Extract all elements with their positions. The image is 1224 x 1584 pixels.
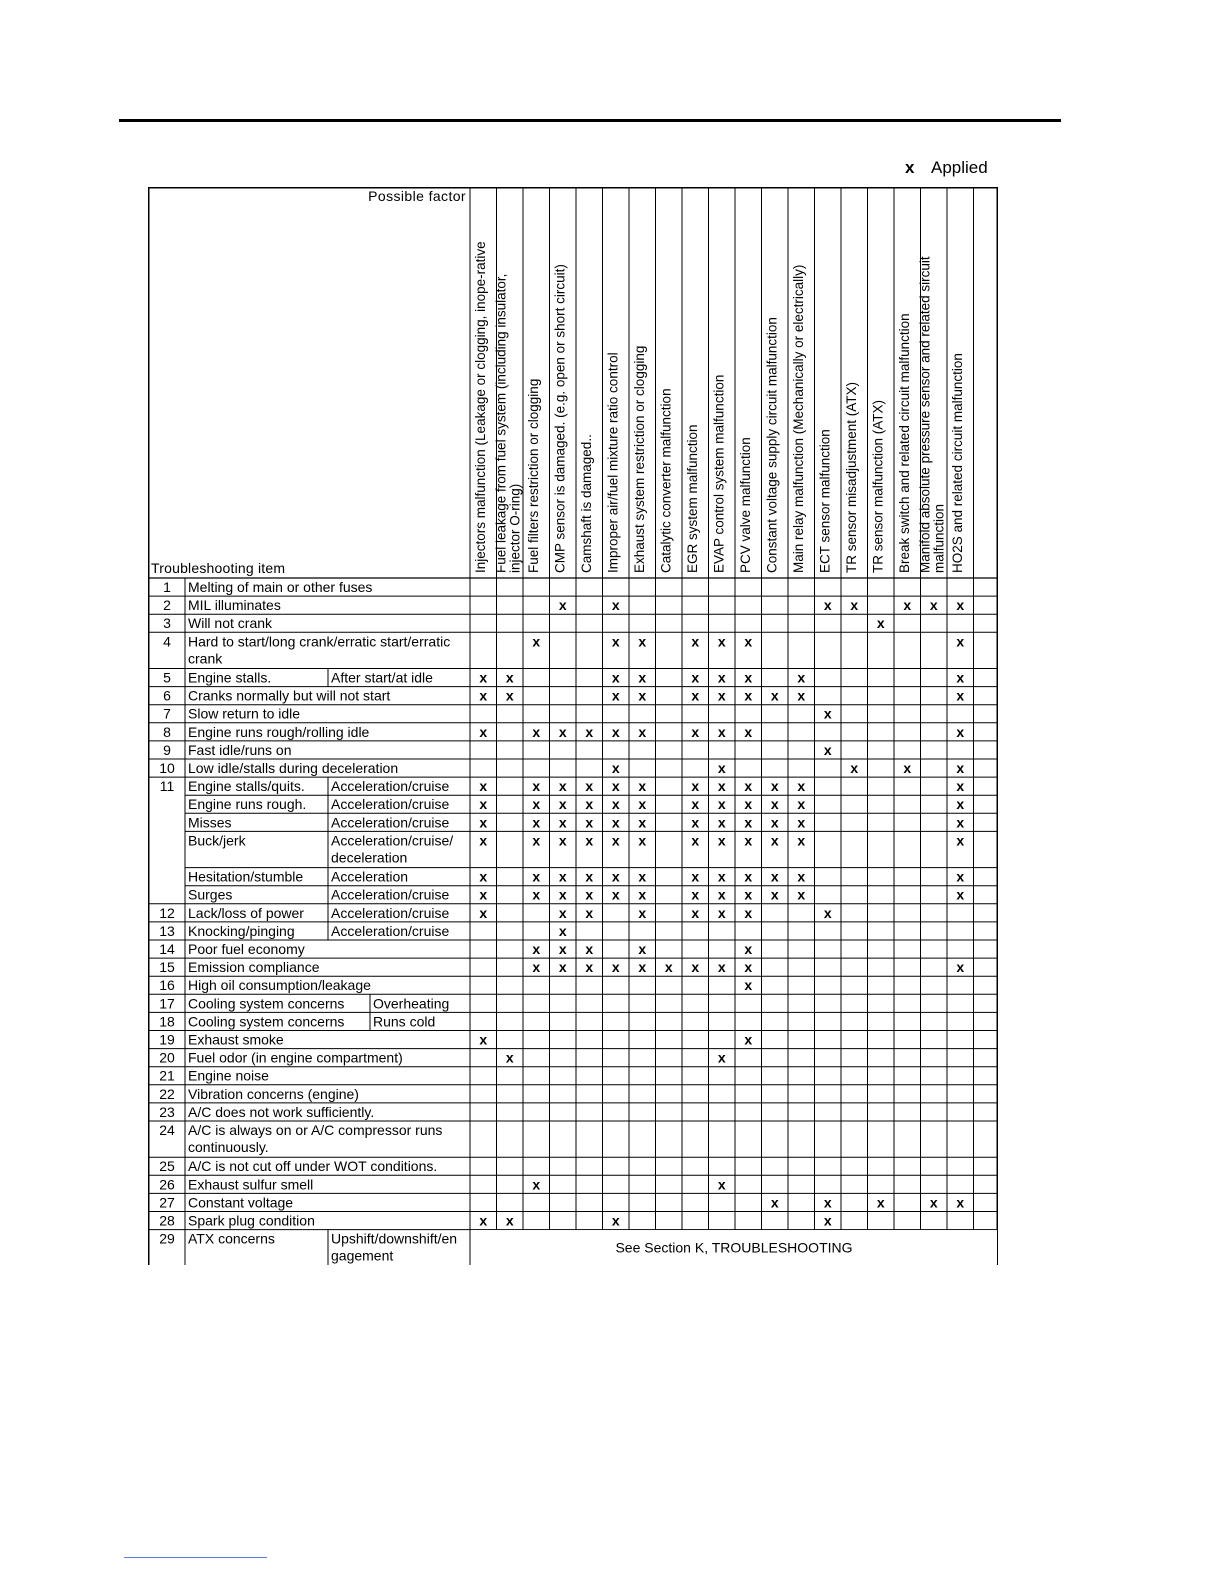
applied-mark: x	[744, 723, 753, 740]
applied-mark: x	[664, 959, 673, 976]
factor-header-label: Manifold absolute pressure sensor and related sircuit	[917, 256, 933, 573]
applied-mark: x	[717, 760, 726, 776]
legend-symbol: x	[905, 158, 915, 177]
applied-mark: x	[770, 778, 779, 795]
applied-mark: x	[638, 633, 647, 650]
applied-mark: x	[744, 687, 753, 704]
footer-link-underline	[124, 1557, 267, 1558]
applied-mark: x	[717, 796, 726, 813]
row-item-label: Low idle/stalls during deceleration	[188, 760, 399, 776]
row-condition-label: Runs cold	[373, 1013, 436, 1030]
applied-mark: x	[611, 886, 620, 903]
row-number: 18	[159, 1013, 175, 1030]
row-number: 12	[159, 904, 175, 921]
applied-mark: x	[558, 832, 567, 849]
applied-mark: x	[638, 941, 647, 957]
applied-mark: x	[956, 687, 965, 704]
row-condition-label: Acceleration/cruise	[331, 886, 450, 903]
row-number: 13	[159, 922, 175, 939]
applied-mark: x	[558, 922, 567, 939]
applied-mark: x	[611, 760, 620, 776]
applied-mark: x	[585, 941, 594, 957]
applied-mark: x	[691, 832, 700, 849]
row-item-label: Hesitation/stumble	[188, 868, 304, 885]
row-number: 23	[159, 1103, 175, 1120]
row-number: 25	[159, 1158, 175, 1175]
applied-mark: x	[717, 723, 726, 740]
row-item-label: Engine runs rough.	[188, 796, 307, 813]
applied-mark: x	[479, 1212, 488, 1229]
applied-mark: x	[691, 868, 700, 885]
row-item-label: Fast idle/runs on	[188, 741, 292, 758]
applied-mark: x	[956, 760, 965, 776]
applied-mark: x	[823, 1194, 832, 1211]
applied-mark: x	[956, 796, 965, 813]
row-condition-label: Acceleration/cruise	[331, 778, 450, 795]
applied-mark: x	[611, 814, 620, 831]
row-number: 15	[159, 959, 175, 976]
row-number: 7	[163, 705, 171, 722]
row-number: 8	[163, 723, 171, 740]
row-number: 5	[163, 669, 171, 686]
applied-mark: x	[611, 778, 620, 795]
applied-mark: x	[558, 778, 567, 795]
applied-mark: x	[797, 687, 806, 704]
applied-mark: x	[717, 886, 726, 903]
section-reference-note: See Section K, TROUBLESHOOTING	[615, 1239, 853, 1256]
row-item-label: Engine runs rough/rolling idle	[188, 723, 370, 740]
applied-mark: x	[532, 796, 541, 813]
row-condition-label: After start/at idle	[331, 669, 433, 686]
factor-header-label: ECT sensor malfunction	[817, 429, 833, 573]
applied-mark: x	[638, 886, 647, 903]
applied-mark: x	[929, 1194, 938, 1211]
legend	[905, 158, 988, 178]
row-number: 14	[159, 941, 175, 957]
applied-mark: x	[717, 832, 726, 849]
applied-mark: x	[691, 633, 700, 650]
applied-mark: x	[956, 778, 965, 795]
applied-mark: x	[717, 1176, 726, 1193]
applied-mark: x	[744, 977, 753, 994]
applied-mark: x	[903, 760, 912, 776]
applied-mark: x	[532, 868, 541, 885]
applied-mark: x	[638, 687, 647, 704]
applied-mark: x	[558, 868, 567, 885]
row-item-label: High oil consumption/leakage	[188, 977, 371, 994]
row-number: 6	[163, 687, 171, 704]
row-item-label: ATX concerns	[188, 1230, 275, 1247]
applied-mark: x	[532, 832, 541, 849]
applied-mark: x	[585, 832, 594, 849]
applied-mark: x	[505, 1049, 514, 1066]
applied-mark: x	[770, 1194, 779, 1211]
applied-mark: x	[744, 633, 753, 650]
applied-mark: x	[479, 832, 488, 849]
applied-mark: x	[611, 723, 620, 740]
applied-mark: x	[585, 904, 594, 921]
applied-mark: x	[744, 796, 753, 813]
row-item-label: continuously.	[188, 1139, 269, 1155]
applied-mark: x	[717, 687, 726, 704]
applied-mark: x	[585, 886, 594, 903]
applied-mark: x	[611, 959, 620, 976]
applied-mark: x	[823, 1212, 832, 1229]
row-item-label: Slow return to idle	[188, 705, 301, 722]
factor-header-label: Fuel filters restriction or clogging	[526, 378, 541, 573]
applied-mark: x	[638, 723, 647, 740]
factor-header-label: Constant voltage supply circuit malfunction	[764, 317, 780, 573]
row-number: 20	[159, 1049, 175, 1066]
header-rule	[119, 119, 1061, 122]
applied-mark: x	[691, 814, 700, 831]
applied-mark: x	[744, 959, 753, 976]
applied-mark: x	[479, 723, 488, 740]
row-item-label: Fuel odor (in engine compartment)	[188, 1049, 403, 1066]
applied-mark: x	[956, 886, 965, 903]
row-item-label: Vibration concerns (engine)	[188, 1085, 359, 1102]
applied-mark: x	[479, 904, 488, 921]
applied-mark: x	[770, 886, 779, 903]
applied-mark: x	[585, 723, 594, 740]
applied-mark: x	[479, 814, 488, 831]
applied-mark: x	[611, 669, 620, 686]
applied-mark: x	[611, 633, 620, 650]
applied-mark: x	[638, 796, 647, 813]
applied-mark: x	[717, 959, 726, 976]
applied-mark: x	[956, 1194, 965, 1211]
applied-mark: x	[744, 868, 753, 885]
factor-header-label: Break switch and related circuit malfunction	[897, 313, 912, 573]
row-item-label: Misses	[188, 814, 232, 831]
applied-mark: x	[717, 868, 726, 885]
row-item-label: Cooling system concerns	[188, 1013, 345, 1030]
applied-mark: x	[691, 904, 700, 921]
applied-mark: x	[797, 796, 806, 813]
row-item-label: A/C is always on or A/C compressor runs	[188, 1122, 443, 1138]
applied-mark: x	[770, 868, 779, 885]
applied-mark: x	[956, 723, 965, 740]
applied-mark: x	[717, 633, 726, 650]
applied-mark: x	[479, 886, 488, 903]
factor-header-label: Fuel leakage from fuel system (including insulator,	[493, 273, 509, 573]
factor-header-label: HO2S and related circuit malfunction	[950, 353, 965, 573]
row-number: 2	[163, 597, 171, 614]
row-number: 16	[159, 977, 175, 994]
applied-mark: x	[479, 778, 488, 795]
applied-mark: x	[611, 868, 620, 885]
applied-mark: x	[585, 796, 594, 813]
applied-mark: x	[797, 669, 806, 686]
applied-mark: x	[956, 633, 965, 650]
applied-mark: x	[823, 904, 832, 921]
applied-mark: x	[479, 669, 488, 686]
row-item-label: Cooling system concerns	[188, 995, 345, 1012]
applied-mark: x	[770, 687, 779, 704]
applied-mark: x	[744, 904, 753, 921]
row-item-label: crank	[188, 650, 223, 667]
applied-mark: x	[611, 597, 620, 614]
row-number: 19	[159, 1031, 175, 1048]
applied-mark: x	[717, 1049, 726, 1066]
factor-header-label: PCV valve malfunction	[738, 437, 753, 573]
row-condition-label: Acceleration/cruise	[331, 922, 450, 939]
applied-mark: x	[558, 941, 567, 957]
row-number: 17	[159, 995, 175, 1012]
applied-mark: x	[744, 778, 753, 795]
corner-factor-label: Possible factor	[368, 188, 466, 204]
row-item-label: A/C is not cut off under WOT conditions.	[188, 1158, 438, 1175]
applied-mark: x	[797, 778, 806, 795]
row-item-label: Engine stalls/quits.	[188, 778, 305, 795]
applied-mark: x	[532, 941, 541, 957]
applied-mark: x	[638, 959, 647, 976]
applied-mark: x	[956, 669, 965, 686]
row-number: 28	[159, 1212, 175, 1229]
legend-label: Applied	[931, 158, 988, 177]
row-item-label: MIL illuminates	[188, 597, 281, 614]
applied-mark: x	[876, 1194, 885, 1211]
row-item-label: Spark plug condition	[188, 1212, 315, 1229]
factor-header-label: Catalytic converter malfunction	[658, 388, 674, 573]
factor-header-label: malfunction	[931, 503, 947, 573]
matrix-grid	[148, 187, 998, 1265]
applied-mark: x	[532, 778, 541, 795]
row-item-label: Engine noise	[188, 1067, 269, 1084]
row-item-label: Melting of main or other fuses	[188, 579, 373, 595]
applied-mark: x	[611, 796, 620, 813]
applied-mark: x	[797, 832, 806, 849]
applied-mark: x	[558, 959, 567, 976]
factor-header-label: EGR system malfunction	[685, 424, 700, 573]
applied-mark: x	[638, 832, 647, 849]
applied-mark: x	[532, 886, 541, 903]
applied-mark: x	[611, 832, 620, 849]
applied-mark: x	[691, 669, 700, 686]
applied-mark: x	[638, 778, 647, 795]
row-condition-label: Acceleration/cruise	[331, 904, 450, 921]
applied-mark: x	[850, 597, 859, 614]
applied-mark: x	[717, 669, 726, 686]
row-item-label: Exhaust sulfur smell	[188, 1176, 314, 1193]
row-condition-label: Acceleration	[331, 868, 409, 885]
row-number: 1	[163, 579, 171, 595]
applied-mark: x	[691, 687, 700, 704]
row-number: 21	[159, 1067, 175, 1084]
applied-mark: x	[956, 814, 965, 831]
applied-mark: x	[558, 597, 567, 614]
applied-mark: x	[532, 959, 541, 976]
row-condition-label: Upshift/downshift/en	[331, 1230, 458, 1247]
applied-mark: x	[532, 814, 541, 831]
applied-mark: x	[558, 814, 567, 831]
applied-mark: x	[558, 796, 567, 813]
applied-mark: x	[744, 1031, 753, 1048]
factor-header-label: Exhaust system restriction or clogging	[632, 345, 647, 573]
applied-mark: x	[479, 1031, 488, 1048]
applied-mark: x	[638, 814, 647, 831]
factor-header-label: EVAP control system malfunction	[711, 374, 727, 573]
applied-mark: x	[770, 832, 779, 849]
row-condition-label: deceleration	[331, 849, 408, 866]
applied-mark: x	[558, 904, 567, 921]
applied-mark: x	[823, 597, 832, 614]
row-number: 27	[159, 1194, 175, 1211]
row-item-label: A/C does not work sufficiently.	[188, 1103, 375, 1120]
row-number: 11	[159, 778, 175, 795]
row-number: 4	[163, 633, 171, 650]
applied-mark: x	[744, 814, 753, 831]
applied-mark: x	[770, 814, 779, 831]
row-item-label: Knocking/pinging	[188, 922, 295, 939]
applied-mark: x	[585, 868, 594, 885]
applied-mark: x	[691, 723, 700, 740]
applied-mark: x	[505, 687, 514, 704]
applied-mark: x	[691, 796, 700, 813]
row-number: 29	[159, 1230, 175, 1247]
applied-mark: x	[638, 868, 647, 885]
applied-mark: x	[505, 669, 514, 686]
row-number: 9	[163, 741, 171, 758]
applied-mark: x	[929, 597, 938, 614]
applied-mark: x	[744, 941, 753, 957]
row-number: 10	[159, 760, 175, 776]
applied-mark: x	[532, 1176, 541, 1193]
applied-mark: x	[717, 904, 726, 921]
row-item-label: Cranks normally but will not start	[188, 687, 391, 704]
applied-mark: x	[505, 1212, 514, 1229]
applied-mark: x	[797, 886, 806, 903]
applied-mark: x	[479, 796, 488, 813]
factor-header-label: Camshaft is damaged..	[579, 434, 594, 573]
row-number: 22	[159, 1085, 175, 1102]
applied-mark: x	[558, 723, 567, 740]
row-condition-label: Overheating	[373, 995, 450, 1012]
factor-header-label: injector O-ring)	[507, 483, 523, 573]
row-condition-label: Acceleration/cruise/	[331, 832, 454, 849]
applied-mark: x	[585, 778, 594, 795]
applied-mark: x	[744, 832, 753, 849]
row-item-label: Poor fuel economy	[188, 941, 305, 957]
row-item-label: Exhaust smoke	[188, 1031, 284, 1048]
row-item-label: Will not crank	[188, 615, 273, 632]
applied-mark: x	[532, 633, 541, 650]
applied-mark: x	[611, 1212, 620, 1229]
applied-mark: x	[797, 868, 806, 885]
factor-header-label: TR sensor malfunction (ATX)	[870, 399, 886, 573]
factor-header-label: TR sensor misadjustment (ATX)	[844, 381, 859, 573]
applied-mark: x	[638, 669, 647, 686]
factor-header-label: Improper air/fuel mixture ratio control	[605, 352, 621, 573]
factor-header-label: Main relay malfunction (Mechanically or electrically)	[791, 264, 806, 573]
row-number: 24	[159, 1122, 175, 1138]
applied-mark: x	[903, 597, 912, 614]
applied-mark: x	[638, 904, 647, 921]
applied-mark: x	[956, 832, 965, 849]
row-number: 26	[159, 1176, 175, 1193]
row-item-label: Engine stalls.	[188, 669, 272, 686]
applied-mark: x	[558, 886, 567, 903]
row-condition-label: Acceleration/cruise	[331, 814, 450, 831]
applied-mark: x	[717, 778, 726, 795]
applied-mark: x	[479, 868, 488, 885]
applied-mark: x	[717, 814, 726, 831]
row-item-label: Hard to start/long crank/erratic start/erratic	[188, 633, 451, 650]
applied-mark: x	[956, 959, 965, 976]
applied-mark: x	[479, 687, 488, 704]
applied-mark: x	[850, 760, 859, 776]
applied-mark: x	[691, 778, 700, 795]
applied-mark: x	[876, 615, 885, 632]
applied-mark: x	[823, 705, 832, 722]
applied-mark: x	[823, 741, 832, 758]
applied-mark: x	[797, 814, 806, 831]
applied-mark: x	[744, 886, 753, 903]
applied-mark: x	[956, 868, 965, 885]
factor-header-label: Injectors malfunction (Leakage or clogging, inope-rative	[473, 241, 488, 573]
corner-item-label: Troubleshooting item	[151, 560, 286, 576]
row-condition-label: Acceleration/cruise	[331, 796, 450, 813]
applied-mark: x	[611, 687, 620, 704]
row-item-label: Emission compliance	[188, 959, 320, 976]
applied-mark: x	[770, 796, 779, 813]
row-item-label: Constant voltage	[188, 1194, 294, 1211]
row-item-label: Buck/jerk	[188, 832, 246, 849]
applied-mark: x	[744, 669, 753, 686]
applied-mark: x	[956, 597, 965, 614]
row-number: 3	[163, 615, 171, 632]
applied-mark: x	[691, 886, 700, 903]
applied-mark: x	[585, 959, 594, 976]
row-condition-label: gagement	[331, 1247, 394, 1264]
factor-header-label: CMP sensor is damaged. (e.g. open or short circuit)	[552, 264, 568, 573]
applied-mark: x	[532, 723, 541, 740]
troubleshooting-matrix	[148, 187, 998, 1265]
row-item-label: Surges	[188, 886, 233, 903]
row-item-label: Lack/loss of power	[188, 904, 304, 921]
applied-mark: x	[585, 814, 594, 831]
applied-mark: x	[691, 959, 700, 976]
